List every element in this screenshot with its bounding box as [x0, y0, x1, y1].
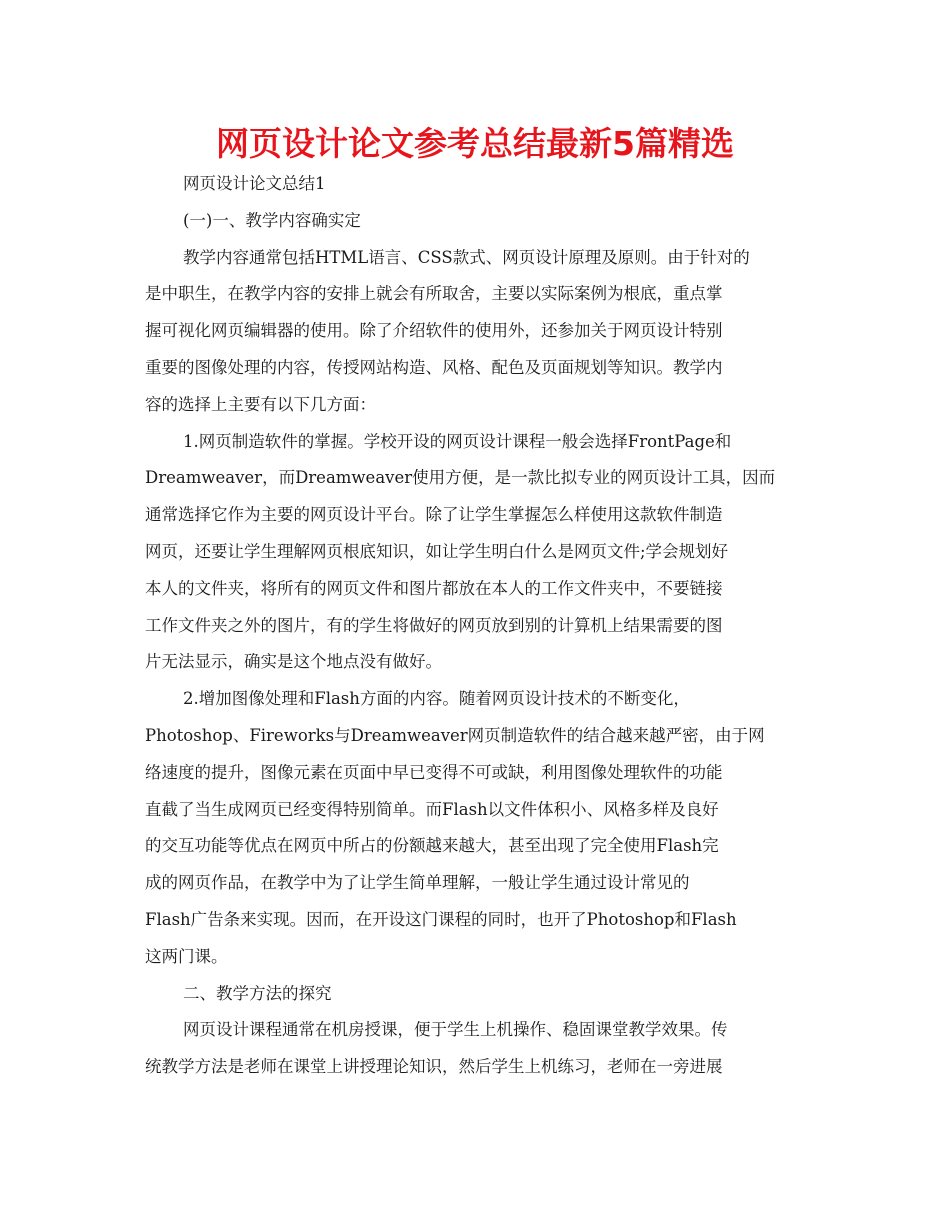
paragraph-line: 片无法显示，确实是这个地点没有做好。	[145, 652, 442, 672]
paragraph-line: Dreamweaver，而Dreamweaver使用方便，是一款比拟专业的网页设计工具，因而	[145, 468, 776, 488]
paragraph-line: 重要的图像处理的内容，传授网站构造、风格、配色及页面规划等知识。教学内	[145, 357, 723, 377]
paragraph-line: 网页设计课程通常在机房授课，便于学生上机操作、稳固课堂教学效果。传	[183, 1020, 728, 1040]
paragraph-line: 是中职生，在教学内容的安排上就会有所取舍，主要以实际案例为根底，重点掌	[145, 284, 723, 304]
paragraph-line: 通常选择它作为主要的网页设计平台。除了让学生掌握怎么样使用这款软件制造	[145, 505, 723, 525]
paragraph-line: 2.增加图像处理和Flash方面的内容。随着网页设计技术的不断变化，	[183, 689, 690, 709]
document-body	[145, 166, 805, 1086]
paragraph-line: 络速度的提升，图像元素在页面中早已变得不可或缺，利用图像处理软件的功能	[145, 762, 723, 782]
paragraph-line: Photoshop、Fireworks与Dreamweaver网页制造软件的结合越来越严密，由于网	[145, 725, 765, 745]
paragraph-line: 本人的文件夹，将所有的网页文件和图片都放在本人的工作文件夹中，不要链接	[145, 578, 723, 598]
paragraph-line: 教学内容通常包括HTML语言、CSS款式、网页设计原理及原则。由于针对的	[183, 247, 750, 267]
paragraph-line: (一)一、教学内容确实定	[183, 210, 361, 230]
paragraph-line: 二、教学方法的探究	[183, 983, 332, 1003]
paragraph-line: 成的网页作品，在教学中为了让学生简单理解，一般让学生通过设计常见的	[145, 873, 690, 893]
paragraph-line: 握可视化网页编辑器的使用。除了介绍软件的使用外，还参加关于网页设计特别	[145, 321, 723, 341]
paragraph-line: 的交互功能等优点在网页中所占的份额越来越大，甚至出现了完全使用Flash完	[145, 836, 719, 856]
paragraph-line: 容的选择上主要有以下几方面：	[145, 394, 376, 414]
document-title: 网页设计论文参考总结最新5篇精选	[216, 124, 734, 163]
paragraph-line: 直截了当生成网页已经变得特别简单。而Flash以文件体积小、风格多样及良好	[145, 799, 719, 819]
paragraph-line: 工作文件夹之外的图片，有的学生将做好的网页放到别的计算机上结果需要的图	[145, 615, 723, 635]
paragraph-line: 这两门课。	[145, 946, 228, 966]
paragraph-line: 网页设计论文总结1	[183, 174, 326, 193]
paragraph-line: 统教学方法是老师在课堂上讲授理论知识，然后学生上机练习，老师在一旁进展	[145, 1057, 723, 1077]
paragraph-line: Flash广告条来实现。因而，在开设这门课程的同时，也开了Photoshop和Flash	[145, 909, 737, 929]
paragraph-line: 网页，还要让学生理解网页根底知识，如让学生明白什么是网页文件;学会规划好	[145, 541, 729, 561]
paragraph-line: 1.网页制造软件的掌握。学校开设的网页设计课程一般会选择FrontPage和	[183, 431, 732, 451]
